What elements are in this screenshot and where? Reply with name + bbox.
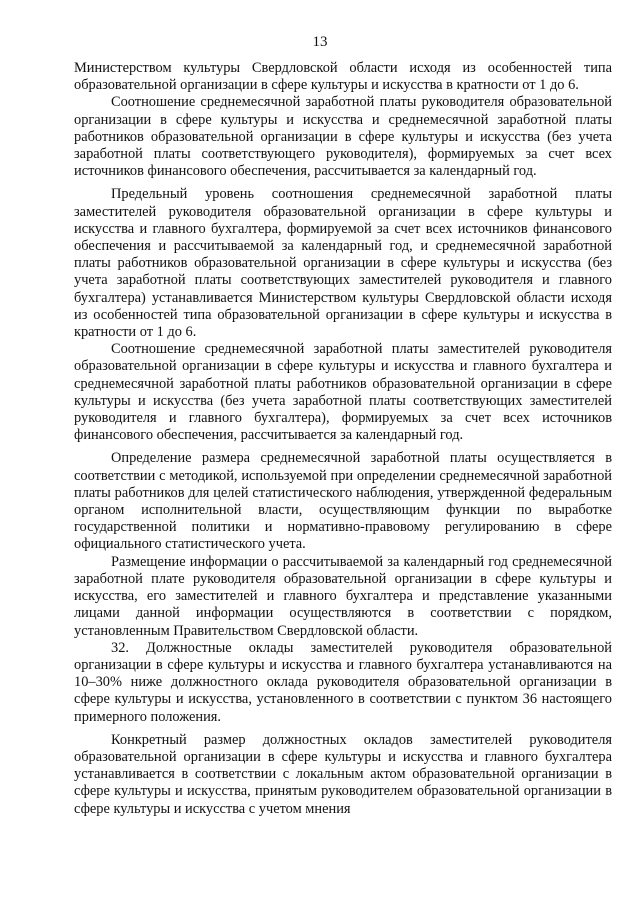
paragraph-information-placement: Размещение информации о рассчитываемой за календарный год среднемесячной заработной плате руководителя образовательной организации в сфере культуры и искусства, его заместителей и главного бухгалтера и представление указанными лицами данной информации осуществляются в соответствии с порядком, установленным Правительством Свердловской области. — [74, 553, 612, 639]
paragraph-salary-calculation: Определение размера среднемесячной заработной платы осуществляется в соответствии с методикой, используемой при определении среднемесячной заработной платы работников для целей статистического наблюдения, утвержденной федеральным органом исполнительной власти, осуществляющим функции по выработке государственной политики и нормативно-правовому регулированию в сфере официального статистического учета. — [74, 450, 612, 553]
paragraph-clause-32: 32. Должностные оклады заместителей руководителя образовательной организации в сфере культуры и искусства и главного бухгалтера устанавливаются на 10–30% ниже должностного оклада руководителя образовательной организации в сфере культуры и искусства, установленного в соответствии с пунктом 36 настоящего примерного положения. — [74, 639, 612, 725]
document-body — [74, 60, 612, 818]
paragraph-deputy-ratio-limit: Предельный уровень соотношения среднемесячной заработной платы заместителей руководителя образовательной организации в сфере культуры и искусства и главного бухгалтера, формируемой за счет всех источников финансового обеспечения и рассчитываемой за календарный год, и среднемесячной заработной платы работников образовательной организации в сфере культуры и искусства (без учета заработной платы соответствующих заместителей руководителя и главного бухгалтера) устанавливается Министерством культуры Свердловской области исходя из особенностей типа образовательной организации в сфере культуры и искусства в кратности от 1 до 6. — [74, 186, 612, 341]
page-number: 13 — [312, 34, 328, 50]
paragraph-specific-salary: Конкретный размер должностных окладов заместителей руководителя образовательной организации в сфере культуры и искусства и главного бухгалтера устанавливается в соответствии с локальным актом образовательной организации в сфере культуры и искусства, принятым руководителем образовательной организации в сфере культуры и искусства с учетом мнения — [74, 731, 612, 817]
paragraph-continuation: Министерством культуры Свердловской области исходя из особенностей типа образовательной организации в сфере культуры и искусства в кратности от 1 до 6. — [74, 60, 612, 94]
paragraph-head-salary-ratio: Соотношение среднемесячной заработной платы руководителя образовательной организации в сфере культуры и искусства и среднемесячной заработной платы работников образовательной организации в сфере культуры и искусства (без учета заработной платы соответствующего руководителя), формируемых за счет всех источников финансового обеспечения, рассчитывается за календарный год. — [74, 94, 612, 180]
paragraph-deputy-salary-ratio: Соотношение среднемесячной заработной платы заместителей руководителя образовательной организации в сфере культуры и искусства и главного бухгалтера и среднемесячной заработной платы работников образовательной организации в сфере культуры и искусства (без учета заработной платы соответствующих заместителей руководителя и главного бухгалтера), формируемых за счет всех источников финансового обеспечения, рассчитывается за календарный год. — [74, 341, 612, 444]
